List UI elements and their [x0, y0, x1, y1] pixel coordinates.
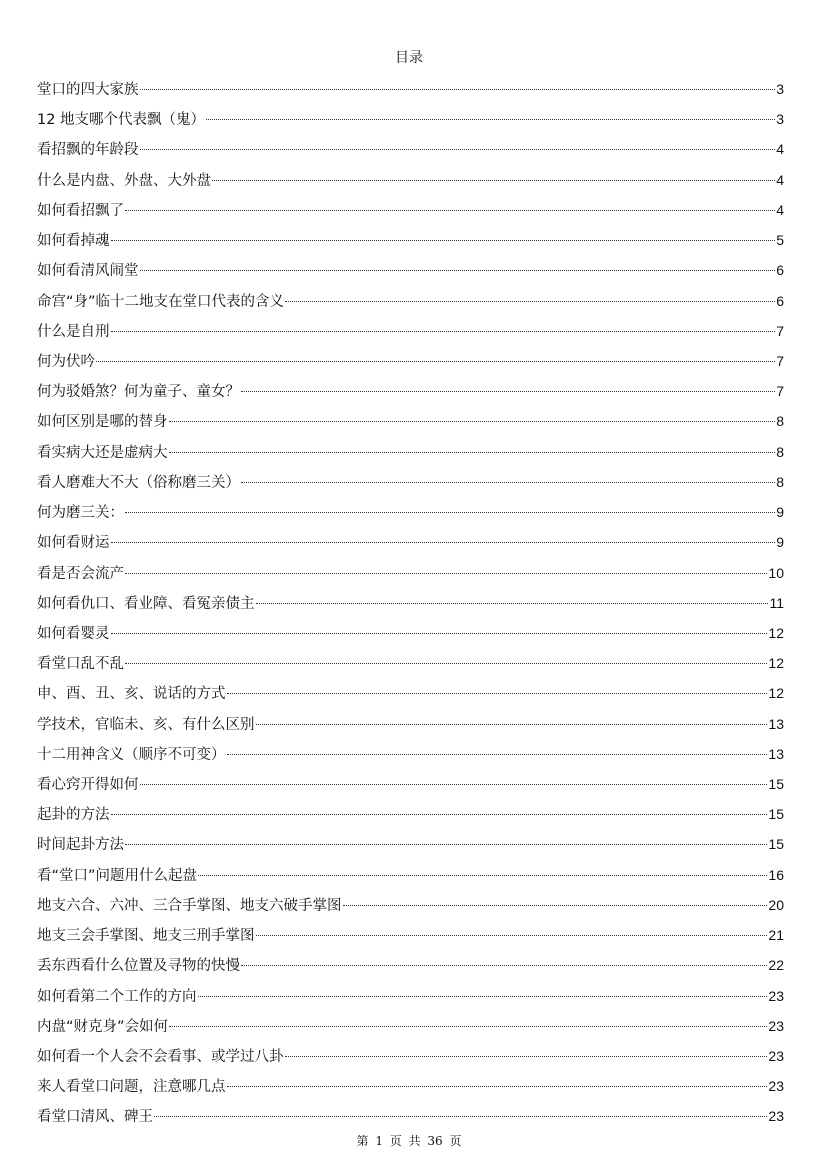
toc-entry-page-number[interactable]: 21 [768, 927, 784, 944]
toc-entry-page-number[interactable]: 4 [776, 201, 784, 218]
toc-entry[interactable] [37, 314, 784, 344]
dot-leader [140, 149, 776, 150]
toc-entry[interactable] [37, 1069, 784, 1099]
toc-entry-page-number[interactable]: 8 [776, 413, 784, 430]
toc-entry[interactable] [37, 1099, 784, 1129]
toc-entry-title[interactable]: 看堂口清风、碑王 [37, 1109, 153, 1126]
toc-entry-page-number[interactable]: 11 [769, 594, 784, 611]
dot-leader [256, 724, 768, 725]
toc-entry-title[interactable]: 学技术，官临未、亥、有什么区别 [37, 716, 255, 733]
toc-entry[interactable] [37, 465, 784, 495]
dot-leader [285, 301, 775, 302]
dot-leader [343, 905, 768, 906]
toc-entry-title[interactable]: 12 地支哪个代表飘（鬼） [37, 112, 206, 129]
toc-entry-title[interactable]: 起卦的方法 [37, 807, 110, 824]
toc-entry[interactable] [37, 284, 784, 314]
toc-entry[interactable] [37, 344, 784, 374]
dot-leader [256, 603, 769, 604]
toc-entry-page-number[interactable]: 7 [776, 383, 784, 400]
toc-entry[interactable] [37, 72, 784, 102]
toc-entry-title[interactable]: 看招飘的年龄段 [37, 142, 139, 159]
dot-leader [111, 633, 768, 634]
toc-entry[interactable] [37, 948, 784, 978]
toc-entry-page-number[interactable]: 8 [776, 473, 784, 490]
toc-entry-page-number[interactable]: 23 [768, 1048, 784, 1064]
dot-leader [125, 210, 775, 211]
toc-entry-title[interactable]: 十二用神含义（顺序不可变） [37, 746, 226, 763]
toc-entry-page-number[interactable]: 15 [768, 776, 784, 793]
dot-leader [212, 180, 775, 181]
dot-leader [241, 965, 767, 966]
dot-leader [227, 1086, 768, 1087]
toc-entry[interactable] [37, 495, 784, 525]
dot-leader [111, 240, 776, 241]
toc-entry[interactable] [37, 163, 784, 193]
dot-leader [111, 814, 768, 815]
dot-leader [140, 89, 776, 90]
toc-entry-page-number[interactable]: 15 [768, 806, 784, 823]
toc-entry-page-number[interactable]: 4 [776, 141, 784, 158]
toc-entry[interactable] [37, 737, 784, 767]
toc-entry[interactable] [37, 979, 784, 1009]
toc-entry[interactable] [37, 102, 784, 132]
toc-entry[interactable] [37, 556, 784, 586]
toc-entry[interactable] [37, 827, 784, 857]
toc-entry[interactable] [37, 1039, 784, 1069]
toc-entry-page-number[interactable]: 10 [768, 564, 784, 581]
toc-entry-page-number[interactable]: 23 [768, 1017, 784, 1034]
toc-entry[interactable] [37, 253, 784, 283]
dot-leader [198, 996, 768, 997]
toc-entry[interactable] [37, 525, 784, 555]
toc-entry-title[interactable]: 如何看财运 [37, 535, 110, 552]
toc-entry[interactable] [37, 707, 784, 737]
page-footer: 第 1 页 共 36 页 [356, 1134, 462, 1148]
toc-entry[interactable] [37, 404, 784, 434]
toc-entry[interactable] [37, 1009, 784, 1039]
dot-leader [241, 391, 775, 392]
dot-leader [227, 693, 768, 694]
toc-entry-title[interactable]: 来人看堂口问题，注意哪几点 [37, 1079, 226, 1096]
dot-leader [169, 421, 776, 422]
toc-entry-page-number[interactable]: 9 [776, 534, 784, 551]
toc-entry-page-number[interactable]: 12 [768, 685, 784, 702]
dot-leader [154, 1116, 767, 1117]
dot-leader [111, 542, 776, 543]
dot-leader [169, 452, 776, 453]
toc-entry[interactable] [37, 646, 784, 676]
toc-entry-title[interactable]: 内盘“财克身”会如何 [37, 1018, 169, 1035]
toc-entry-title[interactable]: 如何看一个人会不会看事、或学过八卦 [37, 1049, 284, 1065]
toc-entry-title[interactable]: 看是否会流产 [37, 565, 124, 582]
dot-leader [125, 512, 775, 513]
toc-entry-title[interactable]: 堂口的四大家族 [37, 82, 139, 98]
toc-entry[interactable] [37, 586, 784, 616]
toc-entry-page-number[interactable]: 12 [768, 655, 784, 672]
dot-leader [96, 361, 775, 362]
toc-entry-page-number[interactable]: 8 [776, 443, 784, 460]
toc-entry[interactable] [37, 858, 784, 888]
toc-entry-page-number[interactable]: 16 [768, 866, 784, 883]
toc-entry-page-number[interactable]: 4 [776, 171, 784, 188]
toc-entry-title[interactable]: 如何看招飘了 [37, 202, 124, 219]
dot-leader [198, 875, 767, 876]
dot-leader [111, 331, 776, 332]
toc-entry-page-number[interactable]: 20 [768, 896, 784, 913]
toc-entry-page-number[interactable]: 23 [768, 1078, 784, 1095]
dot-leader [241, 482, 775, 483]
toc-entry-page-number[interactable]: 7 [776, 322, 784, 339]
table-of-contents [37, 72, 784, 1130]
dot-leader [206, 119, 775, 120]
dot-leader [285, 1056, 768, 1057]
toc-entry-page-number[interactable]: 15 [768, 836, 784, 853]
toc-entry-title[interactable]: 如何区别是哪的替身 [37, 414, 168, 431]
toc-entry-title[interactable]: 地支六合、六冲、三合手掌图、地支六破手掌图 [37, 897, 342, 914]
toc-entry-title[interactable]: 什么是内盘、外盘、大外盘 [37, 172, 211, 189]
toc-entry-title[interactable]: 如何看仇口、看业障、看冤亲债主 [37, 595, 255, 612]
toc-entry-page-number[interactable]: 13 [768, 715, 784, 732]
toc-entry[interactable] [37, 616, 784, 646]
toc-entry-title[interactable]: 看实病大还是虚病大 [37, 444, 168, 461]
toc-entry[interactable] [37, 132, 784, 162]
toc-entry-page-number[interactable]: 5 [776, 232, 784, 249]
dot-leader [140, 270, 776, 271]
dot-leader [125, 663, 767, 664]
toc-entry-title[interactable]: 看堂口乱不乱 [37, 656, 124, 673]
toc-entry-title[interactable]: 如何看婴灵 [37, 625, 110, 642]
dot-leader [125, 844, 767, 845]
toc-entry-title[interactable]: 如何看掉魂 [37, 233, 110, 250]
toc-entry-page-number[interactable]: 23 [768, 987, 784, 1004]
toc-entry-title[interactable]: 如何看清风闹堂 [37, 263, 139, 280]
toc-entry[interactable] [37, 767, 784, 797]
toc-entry-title[interactable]: 看人磨难大不大（俗称磨三关） [37, 474, 240, 491]
toc-entry-page-number[interactable]: 7 [776, 352, 784, 369]
toc-entry-page-number[interactable]: 22 [768, 957, 784, 974]
toc-entry[interactable] [37, 223, 784, 253]
toc-entry-title[interactable]: 何为伏吟 [37, 353, 95, 370]
toc-entry-title[interactable]: 地支三会手掌图、地支三刑手掌图 [37, 928, 255, 945]
toc-entry-page-number[interactable]: 12 [768, 624, 784, 641]
toc-entry-title[interactable]: 命宫“身”临十二地支在堂口代表的含义 [37, 293, 285, 310]
toc-entry-title[interactable]: 时间起卦方法 [37, 837, 124, 854]
toc-entry-title[interactable]: 何为磨三关： [37, 505, 124, 522]
dot-leader [140, 784, 768, 785]
toc-entry-title[interactable]: 看“堂口”问题用什么起盘 [37, 867, 198, 884]
page-title: 目录 [395, 50, 423, 66]
toc-entry-page-number[interactable]: 6 [776, 292, 784, 309]
toc-entry-page-number[interactable]: 3 [776, 81, 784, 97]
toc-entry-title[interactable]: 何为驳婚煞？何为童子、童女？ [37, 384, 240, 401]
toc-entry-title[interactable]: 如何看第二个工作的方向 [37, 988, 197, 1005]
toc-entry[interactable] [37, 918, 784, 948]
dot-leader [169, 1026, 767, 1027]
toc-entry-page-number[interactable]: 9 [776, 504, 784, 521]
dot-leader [256, 935, 768, 936]
toc-entry[interactable] [37, 193, 784, 223]
dot-leader [125, 573, 767, 574]
toc-entry[interactable] [37, 676, 784, 706]
toc-entry[interactable] [37, 374, 784, 404]
toc-entry-title[interactable]: 看心窍开得如何 [37, 777, 139, 794]
toc-entry[interactable] [37, 435, 784, 465]
toc-entry-page-number[interactable]: 3 [776, 111, 784, 128]
toc-entry-page-number[interactable]: 13 [768, 745, 784, 762]
toc-entry[interactable] [37, 797, 784, 827]
dot-leader [227, 754, 768, 755]
toc-entry-title[interactable]: 丢东西看什么位置及寻物的快慢 [37, 958, 240, 975]
toc-entry-page-number[interactable]: 6 [776, 262, 784, 279]
toc-entry-title[interactable]: 什么是自刑 [37, 323, 110, 340]
toc-entry[interactable] [37, 888, 784, 918]
toc-entry-page-number[interactable]: 23 [768, 1108, 784, 1125]
toc-entry-title[interactable]: 申、酉、丑、亥、说话的方式 [37, 686, 226, 703]
